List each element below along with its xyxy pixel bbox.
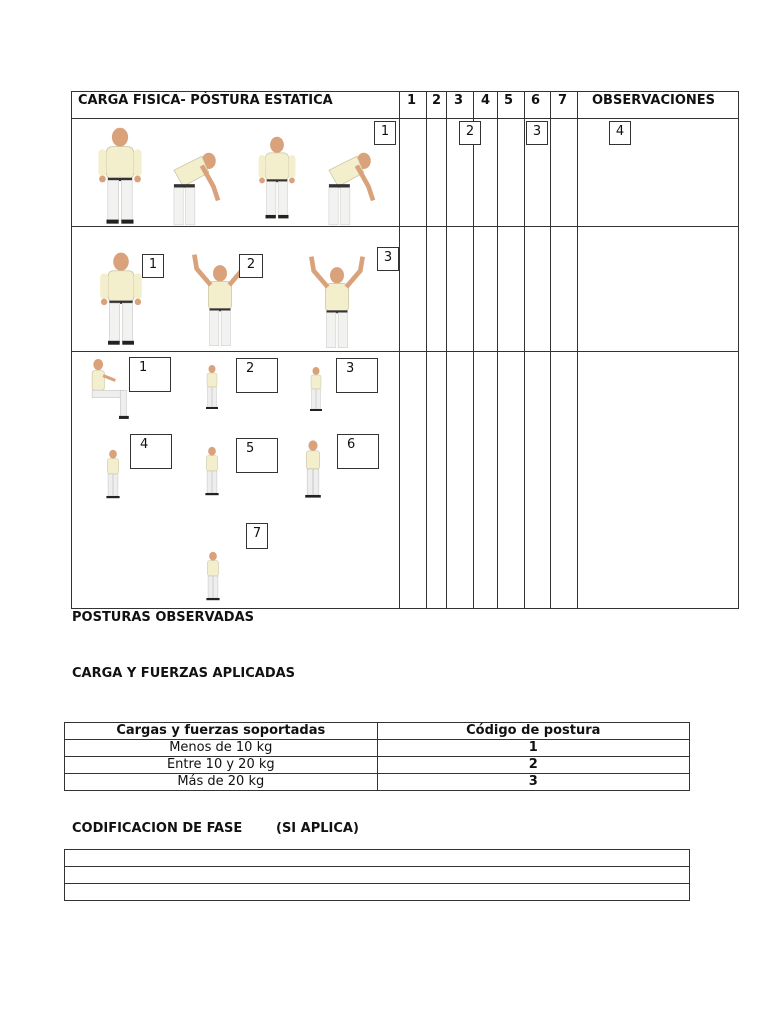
row2-label-1: 1 <box>142 254 164 278</box>
row1-label-4: 4 <box>609 121 631 145</box>
table-row-divider-1 <box>71 226 739 227</box>
code-cell: 3 <box>377 774 689 791</box>
row2-label-3: 3 <box>377 247 399 271</box>
posture-figure-arms-down <box>94 250 148 346</box>
fase-cell[interactable] <box>65 850 690 867</box>
table-border-right <box>738 91 739 609</box>
posture-figure-small <box>202 356 222 418</box>
col-header-2: 2 <box>432 93 442 108</box>
fase-note: (SI APLICA) <box>276 821 359 836</box>
load-cell: Más de 20 kg <box>65 774 378 791</box>
table-border-bottom <box>71 608 739 609</box>
row3-label-1: 1 <box>129 357 171 392</box>
load-cell: Entre 10 y 20 kg <box>65 757 378 774</box>
col-divider <box>550 91 551 609</box>
table-border-left <box>71 91 72 609</box>
row1-label-3: 3 <box>526 121 548 145</box>
col-divider <box>426 91 427 609</box>
col-divider <box>399 91 400 609</box>
load-cell: Menos de 10 kg <box>65 740 378 757</box>
row2-label-2: 2 <box>239 254 263 278</box>
table-row <box>65 850 690 867</box>
row3-label-5: 5 <box>236 438 278 473</box>
code-col-header: Código de postura <box>377 723 689 740</box>
posture-figure-small <box>102 442 124 506</box>
table-border-top <box>71 91 739 92</box>
col-header-3: 3 <box>454 93 464 108</box>
table-row <box>65 774 690 791</box>
posture-figure-standing <box>92 125 148 225</box>
posture-figure-seated <box>86 356 130 422</box>
fase-table <box>64 849 690 901</box>
load-col-header: Cargas y fuerzas soportadas <box>65 723 378 740</box>
table-row <box>65 740 690 757</box>
col-header-5: 5 <box>504 93 514 108</box>
load-table-header <box>65 723 690 740</box>
posture-figure-small <box>306 358 326 420</box>
col-header-1: 1 <box>407 93 417 108</box>
col-header-7: 7 <box>558 93 568 108</box>
posture-figure-standing-side <box>254 128 300 226</box>
row3-label-3: 3 <box>336 358 378 393</box>
col-divider <box>524 91 525 609</box>
col-divider <box>446 91 447 609</box>
table-row <box>65 884 690 901</box>
table-header-divider <box>71 118 739 119</box>
row1-label-1: 1 <box>374 121 396 145</box>
observations-header: OBSERVACIONES <box>592 93 716 108</box>
table-title: CARGA FISICA- PÓSTURA ESTATICA <box>78 93 333 108</box>
row3-label-6: 6 <box>337 434 379 469</box>
posturas-label: POSTURAS OBSERVADAS <box>72 610 254 625</box>
code-cell: 2 <box>377 757 689 774</box>
row3-label-4: 4 <box>130 434 172 469</box>
fase-label: CODIFICACION DE FASE <box>72 821 243 836</box>
table-row <box>65 867 690 884</box>
col-header-6: 6 <box>531 93 541 108</box>
posture-figure-small <box>201 440 223 502</box>
posture-figure-arms-up <box>296 252 378 350</box>
table-row <box>65 757 690 774</box>
table-row-divider-2 <box>71 351 739 352</box>
col-divider <box>473 91 474 609</box>
fase-cell[interactable] <box>65 867 690 884</box>
row3-label-7: 7 <box>246 523 268 549</box>
posture-figure-small <box>300 436 326 502</box>
posture-figure-leaning <box>318 140 384 226</box>
code-cell: 1 <box>377 740 689 757</box>
carga-label: CARGA Y FUERZAS APLICADAS <box>72 666 296 681</box>
load-table <box>64 722 690 791</box>
col-header-4: 4 <box>481 93 491 108</box>
row3-label-2: 2 <box>236 358 278 393</box>
row1-label-2: 2 <box>459 121 481 145</box>
posture-figure-walking <box>202 545 224 607</box>
col-divider <box>497 91 498 609</box>
fase-cell[interactable] <box>65 884 690 901</box>
col-divider <box>577 91 578 609</box>
posture-figure-bent <box>166 140 226 226</box>
